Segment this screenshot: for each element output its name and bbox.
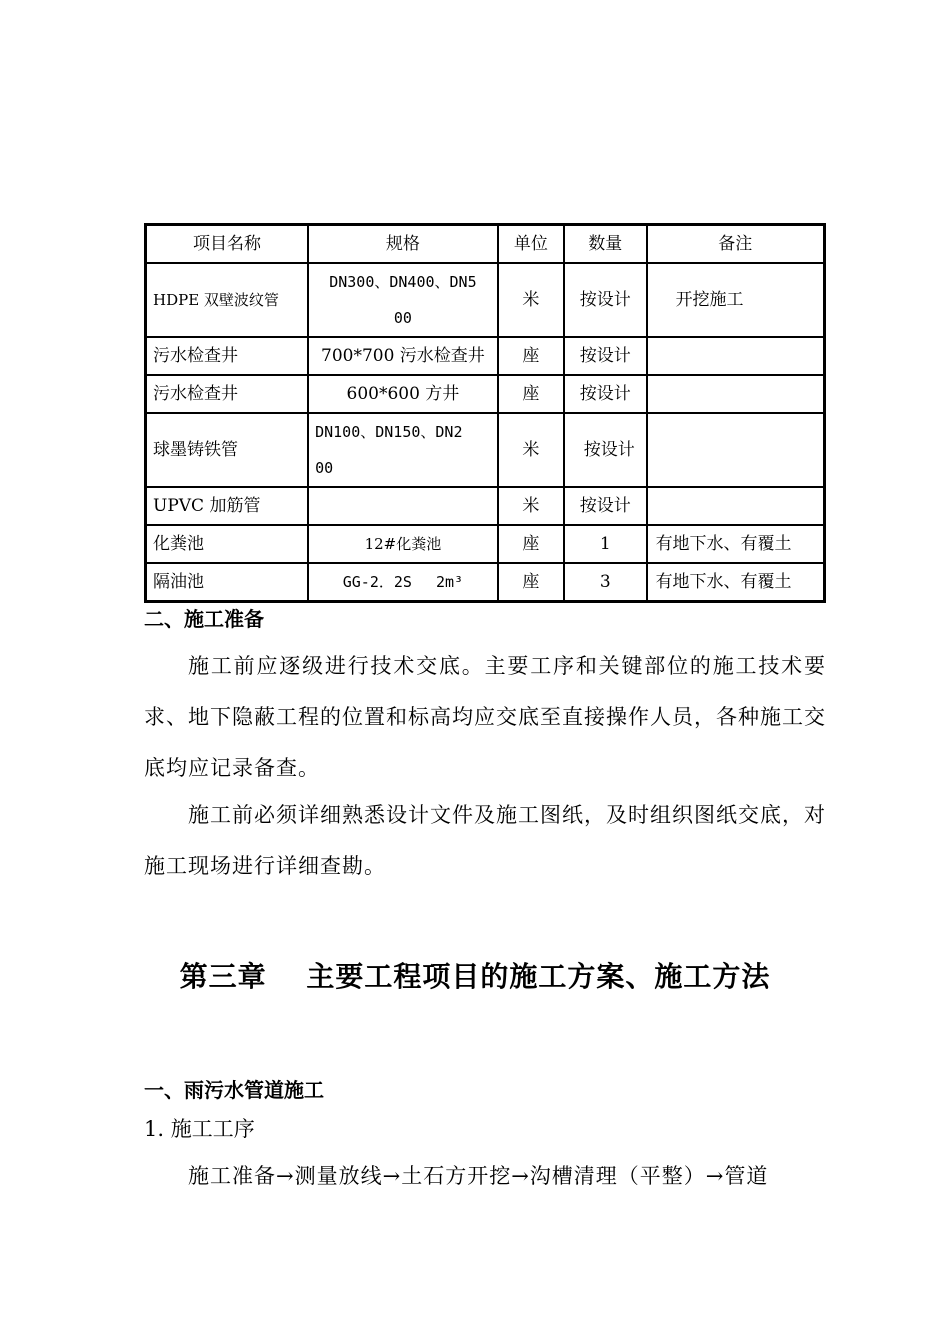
cell-spec: 600*600 方井 [308,375,498,413]
paragraph-procedure: 施工准备→测量放线→土石方开挖→沟槽清理（平整）→管道 [188,1164,769,1188]
cell-spec-line1: DN300、DN400、DN5 [329,273,477,291]
cell-spec-line2: 00 [315,459,334,477]
cell-note [647,413,824,487]
table-row [146,375,824,413]
cell-unit: 米 [498,413,564,487]
cell-note: 开挖施工 [647,263,824,337]
header-note: 备注 [647,225,824,263]
header-qty: 数量 [564,225,647,263]
table-row [146,525,824,563]
cell-name: 污水检查井 [146,337,308,375]
table-row [146,487,824,525]
section-heading-pipeline: 一、雨污水管道施工 [144,1078,324,1102]
cell-name: 化粪池 [146,525,308,563]
cell-qty: 按设计 [564,487,647,525]
cell-unit: 座 [498,525,564,563]
table-row [146,563,824,601]
cell-note [647,487,824,525]
cell-unit: 座 [498,563,564,601]
cell-unit: 米 [498,263,564,337]
list-item-procedure: 1. 施工工序 [144,1117,255,1141]
table-row [146,263,824,337]
cell-spec-line2: 00 [393,309,412,327]
paragraph-preparation-2: 施工前必须详细熟悉设计文件及施工图纸，及时组织图纸交底，对施工现场进行详细查勘。 [144,803,826,878]
paragraph-preparation-1: 施工前应逐级进行技术交底。主要工序和关键部位的施工技术要求、地下隐蔽工程的位置和标高均应交底至直接操作人员，各种施工交底均应记录备查。 [144,654,826,780]
cell-spec [308,487,498,525]
table-header-row [146,225,824,263]
header-spec: 规格 [308,225,498,263]
cell-qty: 按设计 [564,375,647,413]
cell-spec-line1: DN100、DN150、DN2 [315,423,463,441]
cell-name: 污水检查井 [146,375,308,413]
cell-note [647,337,824,375]
cell-qty: 3 [564,563,647,601]
cell-spec: 700*700 污水检查井 [308,337,498,375]
cell-note: 有地下水、有覆土 [647,525,824,563]
cell-unit: 米 [498,487,564,525]
materials-table-wrap [144,223,826,603]
cell-note: 有地下水、有覆土 [647,563,824,601]
materials-table [144,223,826,603]
cell-unit: 座 [498,337,564,375]
cell-qty: 按设计 [564,337,647,375]
cell-unit: 座 [498,375,564,413]
header-name: 项目名称 [146,225,308,263]
header-unit: 单位 [498,225,564,263]
cell-qty: 1 [564,525,647,563]
cell-name: 隔油池 [146,563,308,601]
cell-note [647,375,824,413]
cell-spec: GG-2．2S 2m³ [308,563,498,601]
table-row [146,413,824,487]
cell-name: UPVC 加筋管 [146,487,308,525]
table-row [146,337,824,375]
section-heading-preparation: 二、施工准备 [144,607,264,631]
cell-spec: 12#化粪池 [308,525,498,563]
cell-spec [308,263,498,337]
cell-spec [308,413,498,487]
chapter-title: 第三章 主要工程项目的施工方案、施工方法 [179,960,771,993]
cell-name: 球墨铸铁管 [146,413,308,487]
cell-qty: 按设计 [564,263,647,337]
cell-name: HDPE 双壁波纹管 [146,263,308,337]
cell-qty: 按设计 [564,413,647,487]
